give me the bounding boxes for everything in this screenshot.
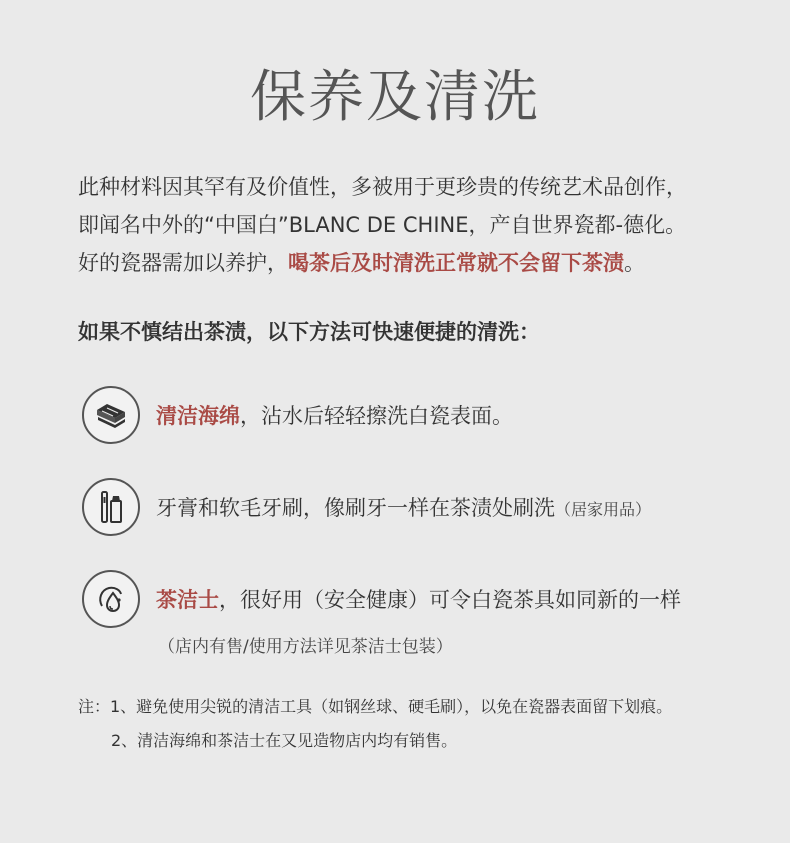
intro-line-3 (78, 244, 768, 282)
note-line-2: 2、清洁海绵和茶洁士在又见造物店内均有销售。 (111, 731, 458, 750)
intro-line-1: 此种材料因其罕有及价值性，多被用于更珍贵的传统艺术品创作， (78, 175, 687, 199)
cleaner-label: 茶洁士 (156, 588, 219, 612)
notes (78, 690, 672, 758)
toothbrush-description: 牙膏和软毛牙刷，像刷牙一样在茶渍处刷洗 (156, 496, 555, 520)
method-cleaner-text (156, 583, 681, 617)
cleaner-description: ，很好用（安全健康）可令白瓷茶具如同新的一样 (219, 588, 681, 612)
sponge-label: 清洁海绵 (156, 404, 240, 428)
note-line-1: 注：1、避免使用尖锐的清洁工具（如钢丝球、硬毛刷），以免在瓷器表面留下划痕。 (78, 697, 673, 716)
cleaner-drop-icon (82, 570, 140, 628)
method-toothbrush-text (156, 491, 651, 527)
sponge-description: ，沾水后轻轻擦洗白瓷表面。 (240, 404, 513, 428)
intro-line-3-pre: 好的瓷器需加以养护， (78, 251, 288, 275)
method-toothbrush (82, 478, 772, 540)
intro-paragraph (78, 168, 768, 282)
intro-line-2: 即闻名中外的“中国白”BLANC DE CHINE，产自世界瓷都-德化。 (78, 213, 687, 237)
method-sponge-text (156, 399, 513, 433)
page-title: 保养及清洗 (250, 65, 540, 130)
toothbrush-note: （居家用品） (555, 500, 652, 519)
method-cleaner (82, 570, 772, 632)
method-sponge (82, 386, 772, 448)
intro-highlight: 喝茶后及时清洗正常就不会留下茶渍 (288, 251, 624, 275)
intro-line-3-post: 。 (624, 251, 645, 275)
section-heading: 如果不慎结出茶渍，以下方法可快速便捷的清洗： (78, 320, 540, 344)
cleaner-sub-note: （店内有售/使用方法详见茶洁士包装） (158, 637, 453, 657)
sponge-icon (82, 386, 140, 444)
toothbrush-toothpaste-icon (82, 478, 140, 536)
